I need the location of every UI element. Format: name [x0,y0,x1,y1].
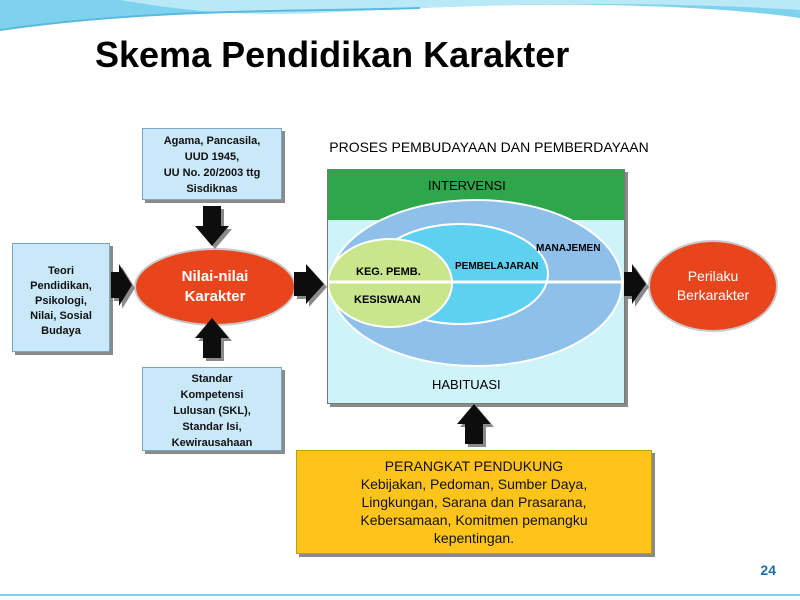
arrow-up-icon [457,404,491,444]
standards-line: Standar Isi, [182,421,242,433]
legal-basis-line: Agama, Pancasila, [163,135,261,147]
result-oval [648,240,778,332]
support-heading: PERANGKAT PENDUKUNG [384,458,564,474]
process-ellipses [328,170,624,403]
intervention-label: INTERVENSI [428,178,506,193]
result-line: Perilaku [687,268,739,284]
legal-basis-line: Sisdiknas [186,183,238,195]
standards-line: Kompetensi [180,389,244,401]
values-line: Nilai-nilai [181,268,249,285]
standards-line: Lulusan (SKL), [173,405,251,417]
slide-title: Skema Pendidikan Karakter [95,34,570,75]
support-box [296,450,652,554]
theory-line: Nilai, Sosial [30,310,92,322]
process-title: PROSES PEMBUDAYAAN DAN PEMBERDAYAAN [294,134,684,160]
support-line: Lingkungan, Sarana dan Prasarana, [361,494,587,510]
page-number: 24 [760,562,776,578]
support-line: Kebersamaan, Komitmen pemangku [360,512,588,528]
values-oval [134,248,296,326]
legal-basis-line: UUD 1945, [184,151,240,163]
theory-line: Psikologi, [35,295,87,307]
theory-line: Teori [47,265,75,277]
result-line: Berkarakter [676,287,750,303]
footer-line [0,594,800,596]
support-line: kepentingan. [433,530,515,546]
values-line: Karakter [184,288,246,305]
arrow-right-icon [294,264,324,304]
management-label: MANAJEMEN [536,243,601,254]
habituation-label: HABITUASI [432,377,501,392]
arrow-down-icon [195,206,229,246]
process-box [327,169,625,404]
theory-line: Pendidikan, [30,280,92,292]
support-line: Kebijakan, Pedoman, Sumber Daya, [360,476,588,492]
arrow-right-icon [624,264,646,304]
legal-basis-line: UU No. 20/2003 ttg [163,167,261,179]
theory-line: Budaya [41,325,81,337]
learning-label: PEMBELAJARAN [455,261,539,272]
arrow-right-icon [111,264,132,306]
student-affairs-label: KESISWAAN [354,294,421,306]
standards-line: Kewirausahaan [171,437,253,449]
standards-line: Standar [191,373,233,385]
legal-basis-box [142,128,282,200]
theory-box [12,243,110,352]
standards-box [142,367,282,451]
activity-label: KEG. PEMB. [356,266,421,278]
